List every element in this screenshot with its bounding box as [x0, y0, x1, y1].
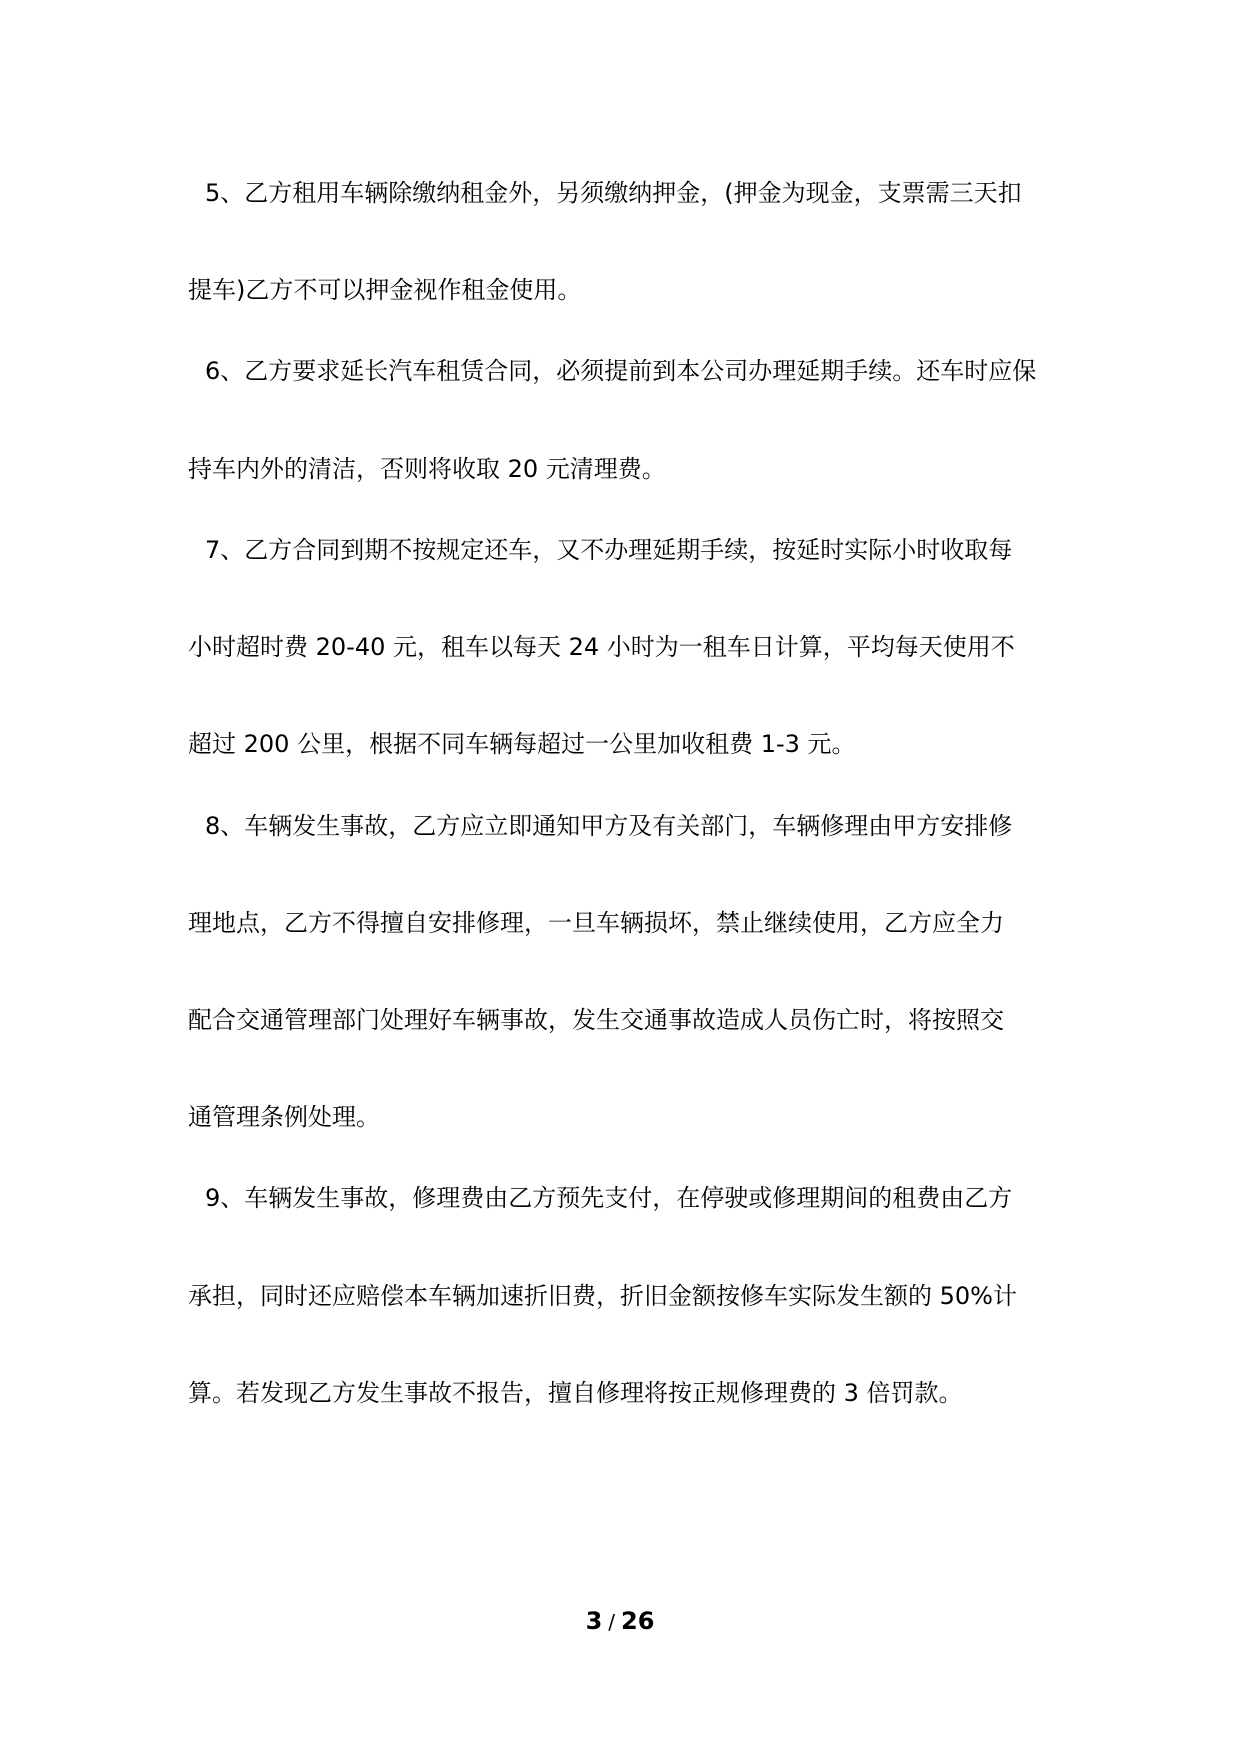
paragraph-8-line-1: 8、车辆发生事故，乙方应立即通知甲方及有关部门，车辆修理由甲方安排修	[205, 812, 1013, 840]
page-separator: /	[608, 1610, 616, 1634]
paragraph-9-line-3: 算。若发现乙方发生事故不报告，擅自修理将按正规修理费的 3 倍罚款。	[188, 1379, 963, 1407]
current-page-number: 3	[585, 1607, 603, 1635]
paragraph-7-line-2: 小时超时费 20-40 元，租车以每天 24 小时为一租车日计算，平均每天使用不	[188, 633, 1015, 661]
paragraph-9-line-2: 承担，同时还应赔偿本车辆加速折旧费，折旧金额按修车实际发生额的 50%计	[188, 1282, 1017, 1310]
paragraph-6-line-1: 6、乙方要求延长汽车租赁合同，必须提前到本公司办理延期手续。还车时应保	[205, 357, 1037, 385]
paragraph-6-line-2: 持车内外的清洁，否则将收取 20 元清理费。	[188, 455, 666, 483]
paragraph-8-line-2: 理地点，乙方不得擅自安排修理，一旦车辆损坏，禁止继续使用，乙方应全力	[188, 909, 1004, 937]
paragraph-9-line-1: 9、车辆发生事故，修理费由乙方预先支付，在停驶或修理期间的租费由乙方	[205, 1184, 1013, 1212]
paragraph-7-line-3: 超过 200 公里，根据不同车辆每超过一公里加收租费 1-3 元。	[188, 730, 856, 758]
paragraph-8-line-3: 配合交通管理部门处理好车辆事故，发生交通事故造成人员伤亡时，将按照交	[188, 1006, 1004, 1034]
page-number	[0, 1606, 1240, 1637]
total-pages-number: 26	[621, 1607, 655, 1635]
paragraph-8-line-4: 通管理条例处理。	[188, 1103, 380, 1131]
paragraph-5-line-2: 提车)乙方不可以押金视作租金使用。	[188, 276, 582, 304]
paragraph-7-line-1: 7、乙方合同到期不按规定还车，又不办理延期手续，按延时实际小时收取每	[205, 536, 1013, 564]
paragraph-5-line-1: 5、乙方租用车辆除缴纳租金外，另须缴纳押金，(押金为现金，支票需三天扣	[205, 179, 1022, 207]
